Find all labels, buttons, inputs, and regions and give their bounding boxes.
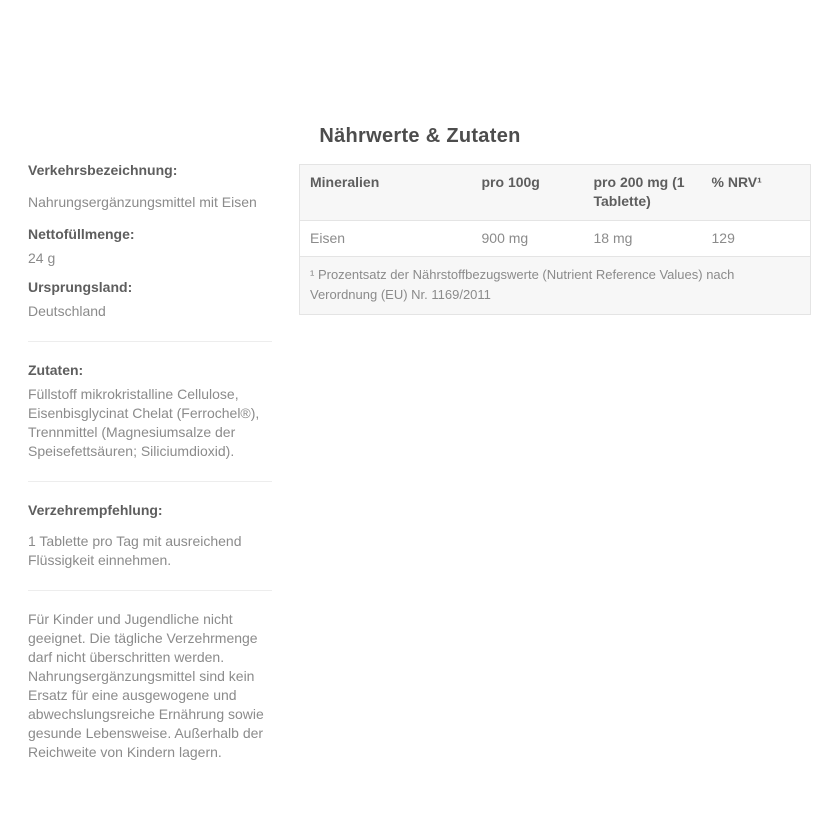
column-header-nrv: % NRV¹ (702, 165, 811, 221)
column-header-pro-100g: pro 100g (472, 165, 584, 221)
recommended-intake-label: Verzehrempfehlung: (28, 502, 163, 518)
column-header-mineralien: Mineralien (300, 165, 472, 221)
net-quantity-value: 24 g (28, 250, 56, 266)
trade-name-value: Nahrungsergänzungsmittel mit Eisen (28, 194, 257, 210)
cell-per-100g: 900 mg (472, 221, 584, 257)
cell-mineral-name: Eisen (300, 221, 472, 257)
divider (28, 590, 272, 591)
cell-per-tablet: 18 mg (584, 221, 702, 257)
page-title: Nährwerte & Zutaten (319, 124, 521, 147)
trade-name-label: Verkehrsbezeichnung: (28, 162, 178, 178)
column-header-pro-tablette: pro 200 mg (1 Tablette) (584, 165, 702, 221)
nutrition-table-container (299, 164, 810, 315)
table-header-row (300, 165, 811, 221)
divider (28, 341, 272, 342)
product-details-column (28, 161, 272, 762)
ingredients-value: Füllstoff mikrokristalline Cellulose, Eisenbisglycinat Chelat (Ferrochel®), Trennmittel (Magnesiumsalze der Speisefettsäuren; Siliciumdioxid). (28, 386, 260, 459)
table-footnote: ¹ Prozentsatz der Nährstoffbezugswerte (Nutrient Reference Values) nach Verordnung (EU) Nr. 1169/2011 (300, 257, 811, 315)
net-quantity-label: Nettofüllmenge: (28, 226, 135, 242)
table-row (300, 221, 811, 257)
nutrition-table (299, 164, 811, 315)
table-footnote-row (300, 257, 811, 315)
warning-note: Für Kinder und Jugendliche nicht geeignet. Die tägliche Verzehrmenge darf nicht überschritten werden. Nahrungsergänzungsmittel sind kein Ersatz für eine ausgewogene und abwechslungsreiche Ernährung sowie gesunde Lebensweise. Außerhalb der Reichweite von Kindern lagern. (28, 611, 264, 760)
country-of-origin-label: Ursprungsland: (28, 279, 133, 295)
cell-nrv: 129 (702, 221, 811, 257)
ingredients-label: Zutaten: (28, 362, 84, 378)
country-of-origin-value: Deutschland (28, 303, 106, 319)
divider (28, 481, 272, 482)
recommended-intake-value: 1 Tablette pro Tag mit ausreichend Flüssigkeit einnehmen. (28, 533, 242, 568)
